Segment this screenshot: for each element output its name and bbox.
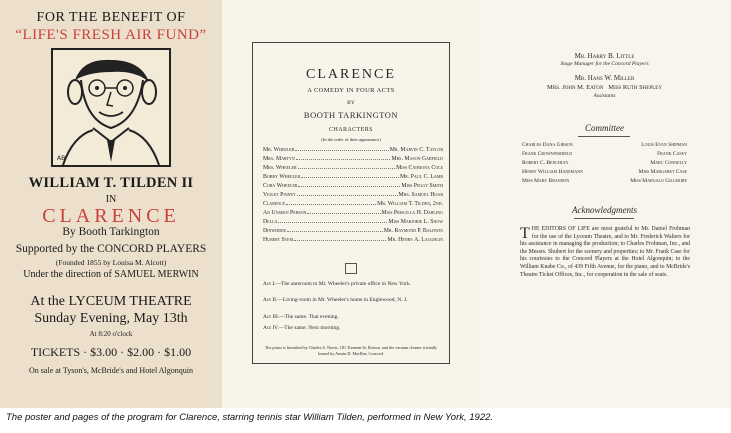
program-title: CLARENCE — [306, 67, 396, 82]
date-line: Sunday Evening, May 13th — [34, 311, 188, 326]
program-by: BY — [347, 100, 355, 106]
stage-manager-name: Mr. Harry B. Little — [574, 52, 635, 60]
act-line: Act IV.—The same. Next morning. — [263, 325, 341, 331]
venue-line: At the LYCEUM THEATRE — [30, 294, 192, 309]
credits-page — [478, 0, 731, 408]
cast-row: Mrs. Martyn Mrs. Mason Garfield — [263, 156, 443, 162]
svg-text:AB: AB — [57, 155, 66, 162]
order-note: (In the order of their appearance) — [321, 137, 381, 142]
committee-row: Miss Mary Brandon Miss Margalo Gillmore — [522, 178, 687, 184]
fund-line: “LIFE'S FRESH AIR FUND” — [15, 27, 207, 43]
cast-row: Dinwiddie Mr. Raymond P. Baldwin — [263, 228, 443, 234]
supported-line: Supported by the CONCORD PLAYERS — [15, 243, 207, 255]
program-page — [222, 0, 478, 408]
cast-row: Violet Pinney Mrs. Samuel Hoar — [263, 192, 443, 198]
act-line: Act I.—The anteroom to Mr. Wheeler's private office in New York. — [263, 281, 412, 287]
program-author: BOOTH TARKINGTON — [303, 110, 399, 120]
cast-row: Cora Wheeler Miss Peggy Smith — [263, 183, 443, 189]
poster — [0, 0, 222, 408]
cast-row: Mr. Wheeler Mr. Marvin C. Taylor — [263, 147, 443, 153]
play-title: CLARENCE — [42, 205, 180, 227]
program-footnote: The piano is furnished by Charles S. Norris, 181 Tremont St. Boston, and the vacuum cleaner is kindly loaned by Austin D. MacRae, Concord. — [264, 345, 438, 356]
image-caption: The poster and pages of the program for Clarence, starring tennis star William Tilden, performed in New York, 1922. — [6, 412, 494, 423]
cast-row: Clarence Mr. William T. Tilden, 2nd. — [263, 201, 443, 207]
stage-manager-role: Stage Manager for the Concord Players — [560, 61, 649, 67]
direction-line: Under the direction of SAMUEL MERWIN — [23, 269, 199, 280]
benefit-line: FOR THE BENEFIT OF — [36, 10, 186, 25]
founded-line: (Founded 1855 by Louisa M. Alcott) — [55, 258, 167, 267]
cast-row: Hubert Stem Mr. Henry A. Laughlin — [263, 237, 443, 243]
committee-heading: Committee — [585, 123, 624, 133]
acknowledgments-text: THE EDITORS OF LIFE are most grateful to Mr. Daniel Frohman for the use of the Lyceum Theatre, and to Mr. Frederick Walters for his assistance in managing the production; to Charles Frohman, Inc., and the Messrs. Shubert for the scenery and properties; to Mr. Frank Case for his courtesies to the Concord Players at the Hotel Algonquin; to the William Knabe Co., of 439 Fifth Avenue, for the piano, and to McBride's Theatre Ticket Offices, Inc., for cooperation in the sale of seats. — [520, 225, 690, 278]
manager-name: Mr. Hans W. Miller — [574, 74, 635, 82]
assistants-role: Assistants — [593, 93, 616, 99]
cast-row: Della Miss Marjorie L. Snow — [263, 219, 443, 225]
act-line: Act II.—Living-room in Mr. Wheeler's home in Englewood, N. J. — [263, 297, 408, 303]
program-subtitle: A COMEDY IN FOUR ACTS — [307, 87, 395, 94]
characters-heading: CHARACTERS — [329, 127, 373, 133]
cast-row: Mrs. Wheeler Miss Catriona Cole — [263, 165, 443, 171]
act-line: Act III.—The same. That evening. — [263, 314, 339, 320]
drop-cap: T — [520, 225, 530, 242]
cast-row: An Unseen Person Miss Priscilla H. Darling — [263, 210, 443, 216]
assistant-names: Mrs. John M. Eaton Miss Ruth Shepley — [547, 84, 662, 91]
star-name: WILLIAM T. TILDEN II — [28, 175, 194, 191]
tickets-line: TICKETS · $3.00 · $2.00 · $1.00 — [30, 345, 192, 359]
author-line: By Booth Tarkington — [62, 226, 160, 238]
divider — [578, 136, 630, 137]
cast-row: Bobby Wheeler Mr. Paul C. Lamb — [263, 174, 443, 180]
committee-row: Robert C. Benchley Marc Connelly — [522, 160, 687, 166]
in-label: IN — [105, 194, 117, 205]
committee-row: Charles Dana Gibson Louis Evan Shipman — [522, 142, 687, 148]
ornament-icon — [345, 263, 357, 274]
committee-row: Henry William Hanemann Miss Margaret Case — [522, 169, 687, 175]
acknowledgments-heading: Acknowledgments — [572, 205, 637, 215]
time-line: At 8:20 o'clock — [89, 330, 133, 338]
caricature-image — [51, 48, 171, 167]
sale-line: On sale at Tyson's, McBride's and Hotel Algonquin — [29, 366, 193, 375]
divider — [574, 218, 634, 219]
committee-row: Frank Crowninshield Frank Casey — [522, 151, 687, 157]
program-frame — [252, 42, 450, 364]
